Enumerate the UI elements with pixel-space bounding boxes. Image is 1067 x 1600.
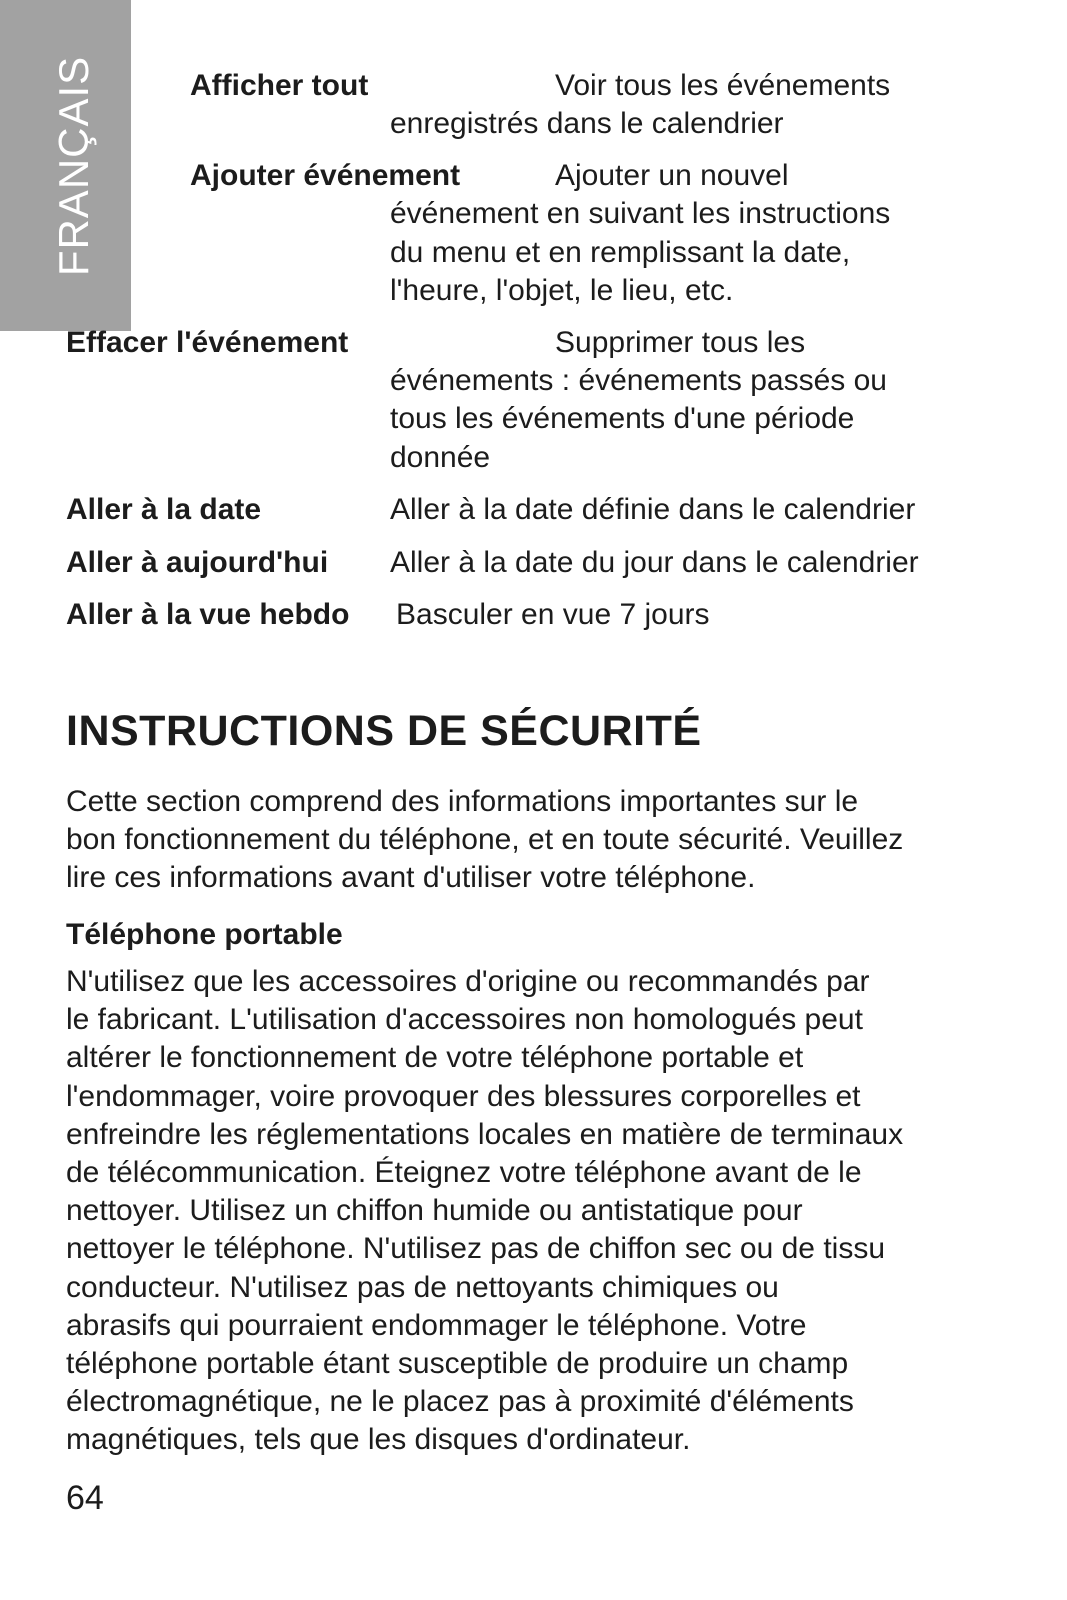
option-description-line: du menu et en remplissant la date, <box>390 236 851 269</box>
paragraph-line: abrasifs qui pourraient endommager le téléphone. Votre <box>66 1308 807 1342</box>
option-description-line: Basculer en vue 7 jours <box>396 598 710 631</box>
language-tab-label: FRANÇAIS <box>50 55 97 277</box>
option-description-line: tous les événements d'une période <box>390 402 855 435</box>
paragraph-line: nettoyer. Utilisez un chiffon humide ou antistatique pour <box>66 1194 803 1228</box>
paragraph-line: nettoyer le téléphone. N'utilisez pas de chiffon sec ou de tissu <box>66 1232 886 1266</box>
paragraph-line: l'endommager, voire provoquer des blessures corporelles et <box>66 1079 861 1113</box>
option-description-line: Supprimer tous les <box>555 326 806 359</box>
option-description-line: Aller à la date définie dans le calendrier <box>390 493 916 526</box>
paragraph-line: bon fonctionnement du téléphone, et en toute sécurité. Veuillez <box>66 823 904 857</box>
intro-paragraph <box>66 783 903 898</box>
option-term-aller-date: Aller à la date <box>66 493 262 526</box>
paragraph-line: N'utilisez que les accessoires d'origine ou recommandés par <box>66 965 870 998</box>
option-description-line: Aller à la date du jour dans le calendrier <box>390 546 919 579</box>
paragraph-line: enfreindre les réglementations locales en matière de terminaux <box>66 1117 904 1151</box>
paragraph-line: altérer le fonctionnement de votre téléphone portable et <box>66 1041 804 1075</box>
option-description-line: Ajouter un nouvel <box>555 159 789 192</box>
option-description-line: enregistrés dans le calendrier <box>390 107 784 140</box>
language-tab <box>0 0 131 331</box>
paragraph-line: téléphone portable étant susceptible de produire un champ <box>66 1347 849 1381</box>
option-description-line: événement en suivant les instructions <box>390 197 891 230</box>
option-term-ajouter-evenement: Ajouter événement <box>190 159 461 192</box>
paragraph-line: lire ces informations avant d'utiliser votre téléphone. <box>66 861 756 895</box>
option-term-afficher-tout: Afficher tout <box>190 69 369 102</box>
option-description-line: événements : événements passés ou <box>390 364 887 397</box>
option-term-effacer-evenement: Effacer l'événement <box>66 326 349 359</box>
paragraph-line: Cette section comprend des informations importantes sur le <box>66 785 859 818</box>
page-number: 64 <box>66 1479 104 1517</box>
option-description-line: donnée <box>390 441 491 474</box>
paragraph-line: électromagnétique, ne le placez pas à proximité d'éléments <box>66 1385 854 1419</box>
paragraph-line: de télécommunication. Éteignez votre téléphone avant de le <box>66 1156 862 1190</box>
option-term-aller-vue-hebdo: Aller à la vue hebdo <box>66 598 350 631</box>
body-paragraph <box>66 963 903 1460</box>
paragraph-line: conducteur. N'utilisez pas de nettoyants chimiques ou <box>66 1270 779 1304</box>
section-heading: INSTRUCTIONS DE SÉCURITÉ <box>66 707 702 755</box>
option-term-aller-aujourdhui: Aller à aujourd'hui <box>66 546 329 579</box>
paragraph-line: le fabricant. L'utilisation d'accessoires non homologués peut <box>66 1003 863 1037</box>
option-description-line: l'heure, l'objet, le lieu, etc. <box>390 274 734 307</box>
paragraph-line: magnétiques, tels que les disques d'ordinateur. <box>66 1423 691 1457</box>
subsection-heading: Téléphone portable <box>66 918 343 951</box>
option-description-line: Voir tous les événements <box>555 69 891 102</box>
